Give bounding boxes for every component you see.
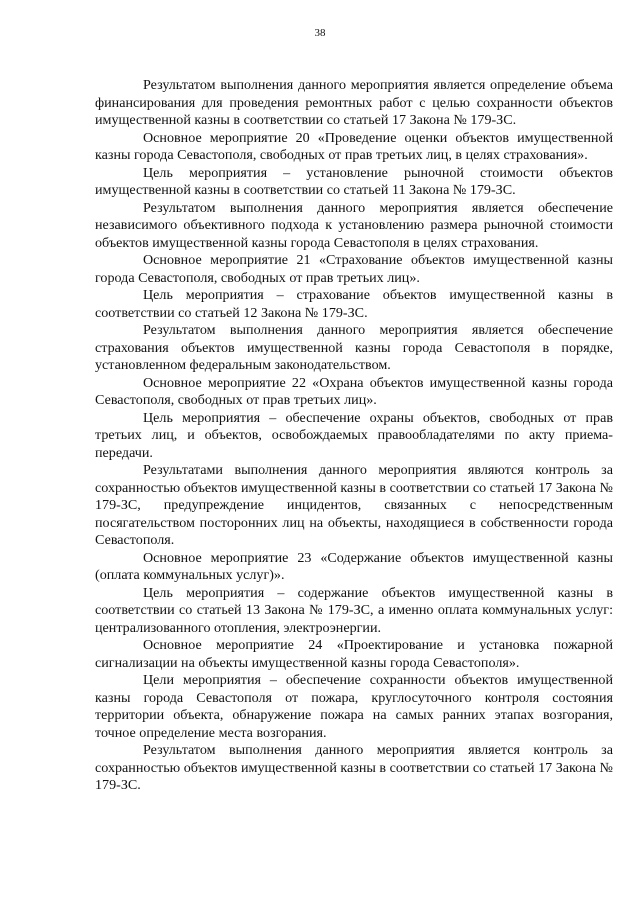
paragraph: Цель мероприятия – обеспечение охраны объектов, свободных от прав третьих лиц, и объектов, освобождаемых правообладателями по акту приема-передачи. — [95, 409, 613, 461]
paragraph: Цель мероприятия – страхование объектов имущественной казны в соответствии со статьей 12 Закона № 179-ЗС. — [95, 287, 613, 321]
paragraph: Цель мероприятия – установление рыночной стоимости объектов имущественной казны в соответствии со статьей 11 Закона № 179-ЗС. — [95, 164, 613, 198]
document-body — [95, 77, 613, 795]
paragraph: Результатом выполнения данного мероприятия является контроль за сохранностью объектов имущественной казны в соответствии со статьей 17 Закона № 179-ЗС. — [95, 742, 613, 793]
paragraph: Основное мероприятие 22 «Охрана объектов имущественной казны города Севастополя, свободных от прав третьих лиц». — [95, 374, 613, 408]
paragraph: Результатом выполнения данного мероприятия является обеспечение страхования объектов имущественной казны города Севастополя в порядке, установленном федеральным законодательством. — [95, 322, 613, 373]
paragraph: Цели мероприятия – обеспечение сохранности объектов имущественной казны города Севастополя от пожара, круглосуточного контроля состояния территории объекта, обнаружение пожара на самых ранних этапах возгорания, точное определение места возгорания. — [95, 672, 613, 741]
paragraph: Результатом выполнения данного мероприятия является определение объема финансирования для проведения ремонтных работ с целью сохранности объектов имущественной казны в соответствии со статьей 17 Закона № 179-ЗС. — [95, 77, 613, 128]
paragraph: Основное мероприятие 21 «Страхование объектов имущественной казны города Севастополя, свободных от прав третьих лиц». — [95, 252, 613, 286]
paragraph: Основное мероприятие 20 «Проведение оценки объектов имущественной казны города Севастополя, свободных от прав третьих лиц, в целях страхования». — [95, 129, 613, 163]
paragraph: Результатами выполнения данного мероприятия являются контроль за сохранностью объектов имущественной казны в соответствии со статьей 17 Закона № 179-ЗС, предупреждение инцидентов, связанных с непосредственным посягательством посторонних лиц на объекты, находящиеся в собственности города Севастополя. — [95, 462, 613, 548]
paragraph: Основное мероприятие 24 «Проектирование и установка пожарной сигнализации на объекты имущественной казны города Севастополя». — [95, 637, 613, 671]
paragraph: Основное мероприятие 23 «Содержание объектов имущественной казны (оплата коммунальных услуг)». — [95, 549, 613, 583]
paragraph: Результатом выполнения данного мероприятия является обеспечение независимого объективного подхода к установлению размера рыночной стоимости объектов имущественной казны города Севастополя в целях страхования. — [95, 199, 613, 251]
paragraph: Цель мероприятия – содержание объектов имущественной казны в соответствии со статьей 13 Закона № 179-ЗС, а именно оплата коммунальных услуг: централизованного отопления, электроэнергии. — [95, 584, 613, 636]
page-number: 38 — [314, 27, 326, 39]
